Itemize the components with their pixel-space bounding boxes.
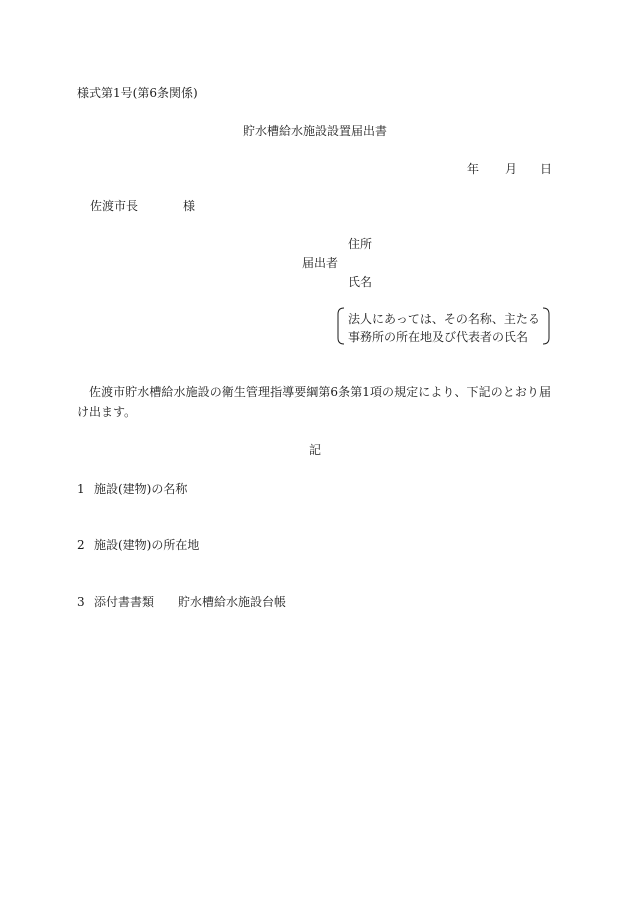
item-number: 1 [77,482,85,496]
body-paragraph: 佐渡市貯水槽給水施設の衛生管理指導要綱第6条第1項の規定により、下記のとおり届け出ます。 [77,385,551,419]
addressee-name: 佐渡市長 [90,199,139,213]
list-item [77,594,286,610]
addressee-honorific: 様 [183,199,196,213]
list-item [77,537,199,553]
item-label: 施設(建物)の名称 [94,482,188,496]
name-label: 氏名 [348,275,373,289]
date-month-label: 月 [505,162,518,176]
date-year-label: 年 [467,162,480,176]
list-item [77,481,187,497]
date-day-label: 日 [540,162,553,176]
form-number: 様式第1号(第6条関係) [77,86,198,100]
item-label: 施設(建物)の所在地 [94,538,200,552]
applicant-label: 届出者 [302,256,339,270]
document-title: 貯水槽給水施設設置届出書 [242,124,387,138]
item-number: 3 [77,595,85,609]
ki-heading: 記 [308,443,321,457]
item-value: 貯水槽給水施設台帳 [178,595,287,609]
item-number: 2 [77,538,85,552]
corporate-note-line1: 法人にあっては、その名称、主たる [348,312,540,326]
corporate-note-line2: 事務所の所在地及び代表者の氏名 [348,330,529,344]
item-label: 添付書書類 [94,595,155,609]
address-label: 住所 [348,237,373,251]
